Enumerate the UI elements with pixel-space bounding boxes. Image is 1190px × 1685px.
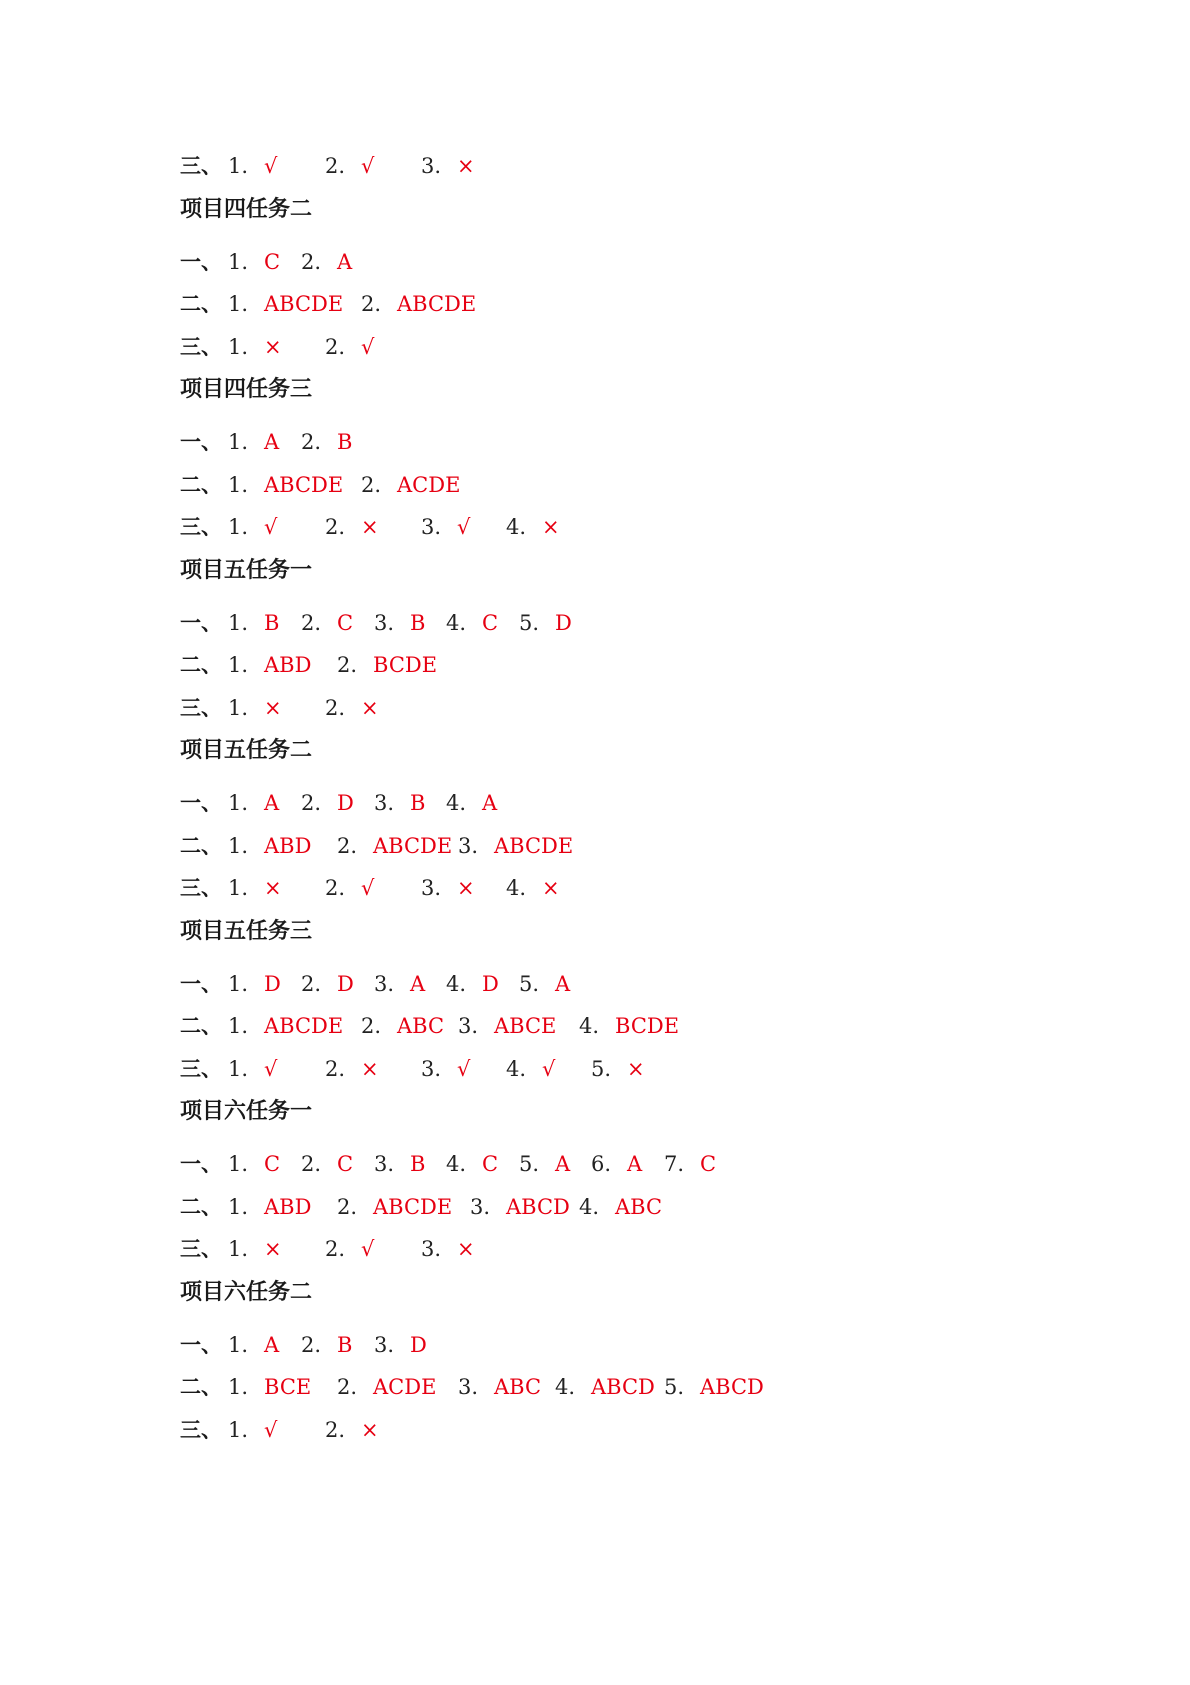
- answer-value: √: [264, 154, 278, 178]
- question-number: 5.: [591, 1056, 612, 1081]
- question-number: 1.: [228, 791, 249, 815]
- question-number: 3.: [421, 515, 442, 539]
- answer-value: √: [361, 334, 375, 359]
- question-number: 2.: [361, 472, 382, 497]
- answer-row: [180, 1366, 1080, 1409]
- answer-value: D: [410, 1332, 427, 1357]
- answer-value: ABC: [494, 1375, 542, 1399]
- answer-value: ABCDE: [373, 1194, 453, 1219]
- answer-value: √: [457, 1056, 471, 1081]
- question-number: 4.: [446, 791, 467, 815]
- question-type-label: 二、: [180, 292, 222, 316]
- question-type-label: 一、: [180, 430, 222, 454]
- question-number: 2.: [301, 1152, 322, 1176]
- answer-row: [180, 1228, 1080, 1271]
- question-type-label: 三、: [180, 1237, 222, 1261]
- question-number: 4.: [446, 610, 467, 635]
- answer-value: ACDE: [397, 472, 461, 497]
- question-number: 2.: [325, 1237, 346, 1261]
- answer-value: ABC: [397, 1014, 445, 1038]
- question-number: 1.: [228, 1375, 249, 1399]
- question-number: 2.: [337, 1194, 358, 1219]
- answer-value: ×: [361, 515, 379, 539]
- answer-value: √: [361, 1237, 375, 1261]
- answer-value: B: [410, 791, 426, 815]
- answer-value: ABD: [264, 653, 312, 677]
- section-heading-row: [180, 1271, 1080, 1324]
- question-number: 1.: [228, 515, 249, 539]
- answer-value: B: [410, 610, 426, 635]
- answer-value: A: [264, 1332, 280, 1357]
- question-type-label: 一、: [180, 610, 222, 635]
- question-number: 3.: [374, 610, 395, 635]
- question-number: 1.: [228, 1332, 249, 1357]
- question-number: 1.: [228, 1194, 249, 1219]
- question-type-label: 一、: [180, 1332, 222, 1357]
- answer-row: [180, 326, 1080, 369]
- section-heading-row: [180, 549, 1080, 602]
- question-number: 5.: [664, 1375, 685, 1399]
- answer-value: √: [264, 1417, 278, 1442]
- answer-value: B: [264, 610, 280, 635]
- question-number: 1.: [228, 430, 249, 454]
- answer-value: ABD: [264, 833, 312, 858]
- question-type-label: 二、: [180, 1375, 222, 1399]
- question-number: 3.: [421, 1237, 442, 1261]
- section-heading-row: [180, 368, 1080, 421]
- answer-value: ×: [457, 876, 475, 900]
- answer-key-document: [180, 145, 1080, 1451]
- question-type-label: 一、: [180, 971, 222, 996]
- question-number: 2.: [301, 610, 322, 635]
- answer-value: ×: [457, 1237, 475, 1261]
- question-number: 2.: [301, 249, 322, 274]
- answer-value: B: [410, 1152, 426, 1176]
- question-number: 1.: [228, 334, 249, 359]
- question-number: 2.: [301, 971, 322, 996]
- question-type-label: 三、: [180, 876, 222, 900]
- answer-value: ABCDE: [397, 292, 477, 316]
- question-type-label: 三、: [180, 695, 222, 720]
- answer-value: C: [264, 1152, 281, 1176]
- question-type-label: 三、: [180, 154, 222, 178]
- question-number: 1.: [228, 292, 249, 316]
- answer-value: D: [337, 791, 354, 815]
- question-type-label: 三、: [180, 334, 222, 359]
- section-heading: 项目四任务三: [180, 377, 313, 402]
- question-number: 4.: [506, 876, 527, 900]
- answer-value: BCDE: [615, 1014, 680, 1038]
- answer-value: A: [482, 791, 498, 815]
- answer-row: [180, 421, 1080, 464]
- question-number: 1.: [228, 695, 249, 720]
- answer-value: ABD: [264, 1194, 312, 1219]
- answer-row: [180, 1409, 1080, 1452]
- question-number: 4.: [446, 971, 467, 996]
- section-heading-row: [180, 729, 1080, 782]
- question-number: 3.: [374, 1332, 395, 1357]
- answer-row: [180, 506, 1080, 549]
- question-number: 1.: [228, 876, 249, 900]
- question-number: 3.: [421, 1056, 442, 1081]
- answer-value: ×: [542, 876, 560, 900]
- section-heading: 项目六任务一: [180, 1099, 313, 1124]
- question-number: 1.: [228, 472, 249, 497]
- section-heading: 项目五任务三: [180, 918, 313, 944]
- question-number: 3.: [374, 971, 395, 996]
- question-number: 2.: [361, 1014, 382, 1038]
- question-number: 5.: [519, 610, 540, 635]
- answer-value: D: [264, 971, 281, 996]
- answer-value: D: [555, 610, 572, 635]
- answer-value: A: [410, 971, 426, 996]
- question-number: 6.: [591, 1152, 612, 1176]
- answer-row: [180, 782, 1080, 825]
- question-number: 1.: [228, 1056, 249, 1081]
- answer-value: C: [337, 610, 354, 635]
- question-type-label: 一、: [180, 249, 222, 274]
- question-number: 4.: [579, 1014, 600, 1038]
- question-number: 2.: [325, 695, 346, 720]
- section-heading-row: [180, 910, 1080, 963]
- question-number: 2.: [361, 292, 382, 316]
- answer-value: ×: [361, 1056, 379, 1081]
- answer-value: D: [337, 971, 354, 996]
- question-number: 2.: [301, 1332, 322, 1357]
- answer-row: [180, 867, 1080, 910]
- answer-value: A: [337, 249, 353, 274]
- question-number: 1.: [228, 653, 249, 677]
- question-number: 1.: [228, 1237, 249, 1261]
- answer-value: ×: [264, 334, 282, 359]
- question-type-label: 二、: [180, 472, 222, 497]
- answer-row: [180, 1048, 1080, 1091]
- answer-value: BCDE: [373, 653, 438, 677]
- question-number: 2.: [337, 1375, 358, 1399]
- answer-value: BCE: [264, 1375, 312, 1399]
- question-number: 3.: [421, 876, 442, 900]
- answer-value: ABCD: [506, 1194, 570, 1219]
- question-number: 4.: [506, 515, 527, 539]
- question-type-label: 三、: [180, 515, 222, 539]
- answer-value: A: [264, 430, 280, 454]
- answer-value: ×: [264, 695, 282, 720]
- answer-value: ×: [457, 154, 475, 178]
- question-number: 3.: [458, 833, 479, 858]
- answer-row: [180, 241, 1080, 284]
- question-number: 1.: [228, 1014, 249, 1038]
- question-number: 3.: [374, 791, 395, 815]
- answer-value: √: [457, 515, 471, 539]
- answer-value: C: [337, 1152, 354, 1176]
- question-type-label: 三、: [180, 1417, 222, 1442]
- answer-value: A: [555, 1152, 571, 1176]
- question-number: 1.: [228, 833, 249, 858]
- question-type-label: 二、: [180, 1014, 222, 1038]
- answer-row: [180, 963, 1080, 1006]
- question-number: 1.: [228, 249, 249, 274]
- question-type-label: 三、: [180, 1056, 222, 1081]
- answer-value: ABCD: [700, 1375, 764, 1399]
- question-number: 2.: [325, 876, 346, 900]
- question-number: 4.: [446, 1152, 467, 1176]
- answer-row: [180, 825, 1080, 868]
- answer-value: ABCDE: [264, 292, 344, 316]
- question-number: 3.: [421, 154, 442, 178]
- answer-value: B: [337, 430, 353, 454]
- question-number: 2.: [325, 1417, 346, 1442]
- answer-value: ×: [264, 1237, 282, 1261]
- answer-value: ×: [264, 876, 282, 900]
- answer-value: A: [627, 1152, 643, 1176]
- section-heading: 项目五任务二: [180, 738, 313, 763]
- question-number: 4.: [579, 1194, 600, 1219]
- section-heading-row: [180, 1090, 1080, 1143]
- answer-value: ABCE: [494, 1014, 557, 1038]
- answer-value: C: [482, 1152, 499, 1176]
- question-number: 7.: [664, 1152, 685, 1176]
- answer-value: √: [264, 515, 278, 539]
- answer-value: A: [555, 971, 571, 996]
- question-number: 2.: [325, 154, 346, 178]
- question-number: 3.: [458, 1375, 479, 1399]
- answer-value: √: [361, 154, 375, 178]
- answer-row: [180, 1186, 1080, 1229]
- answer-row: [180, 464, 1080, 507]
- question-type-label: 二、: [180, 833, 222, 858]
- answer-value: ×: [542, 515, 560, 539]
- section-heading: 项目四任务二: [180, 196, 313, 222]
- question-type-label: 二、: [180, 1194, 222, 1219]
- question-number: 2.: [337, 653, 358, 677]
- answer-value: B: [337, 1332, 353, 1357]
- answer-value: C: [264, 249, 281, 274]
- question-number: 3.: [470, 1194, 491, 1219]
- section-heading: 项目五任务一: [180, 557, 313, 583]
- answer-value: C: [700, 1152, 717, 1176]
- question-number: 1.: [228, 154, 249, 178]
- answer-value: ABCD: [591, 1375, 655, 1399]
- question-number: 2.: [325, 1056, 346, 1081]
- question-number: 2.: [301, 791, 322, 815]
- answer-row: [180, 602, 1080, 645]
- question-number: 2.: [325, 515, 346, 539]
- answer-value: √: [542, 1056, 556, 1081]
- answer-value: C: [482, 610, 499, 635]
- answer-value: ABCDE: [494, 833, 574, 858]
- answer-value: D: [482, 971, 499, 996]
- question-type-label: 一、: [180, 1152, 222, 1176]
- question-number: 5.: [519, 1152, 540, 1176]
- question-number: 1.: [228, 971, 249, 996]
- answer-row: [180, 1005, 1080, 1048]
- answer-row: [180, 1143, 1080, 1186]
- answer-value: A: [264, 791, 280, 815]
- question-number: 2.: [325, 334, 346, 359]
- answer-value: ABCDE: [264, 472, 344, 497]
- question-number: 3.: [458, 1014, 479, 1038]
- answer-value: ×: [361, 695, 379, 720]
- answer-row: [180, 283, 1080, 326]
- answer-value: √: [361, 876, 375, 900]
- answer-value: ABCDE: [373, 833, 453, 858]
- section-heading: 项目六任务二: [180, 1279, 313, 1305]
- answer-value: ABCDE: [264, 1014, 344, 1038]
- question-number: 2.: [301, 430, 322, 454]
- question-number: 4.: [555, 1375, 576, 1399]
- answer-value: ×: [627, 1056, 645, 1081]
- question-number: 5.: [519, 971, 540, 996]
- question-number: 1.: [228, 1417, 249, 1442]
- question-number: 2.: [337, 833, 358, 858]
- answer-value: √: [264, 1056, 278, 1081]
- answer-value: ABC: [615, 1194, 663, 1219]
- answer-row: [180, 145, 1080, 188]
- section-heading-row: [180, 188, 1080, 241]
- answer-value: ACDE: [373, 1375, 437, 1399]
- question-number: 1.: [228, 610, 249, 635]
- question-number: 3.: [374, 1152, 395, 1176]
- answer-row: [180, 644, 1080, 687]
- question-type-label: 二、: [180, 653, 222, 677]
- answer-row: [180, 1324, 1080, 1367]
- answer-row: [180, 687, 1080, 730]
- answer-value: ×: [361, 1417, 379, 1442]
- question-number: 1.: [228, 1152, 249, 1176]
- question-number: 4.: [506, 1056, 527, 1081]
- question-type-label: 一、: [180, 791, 222, 815]
